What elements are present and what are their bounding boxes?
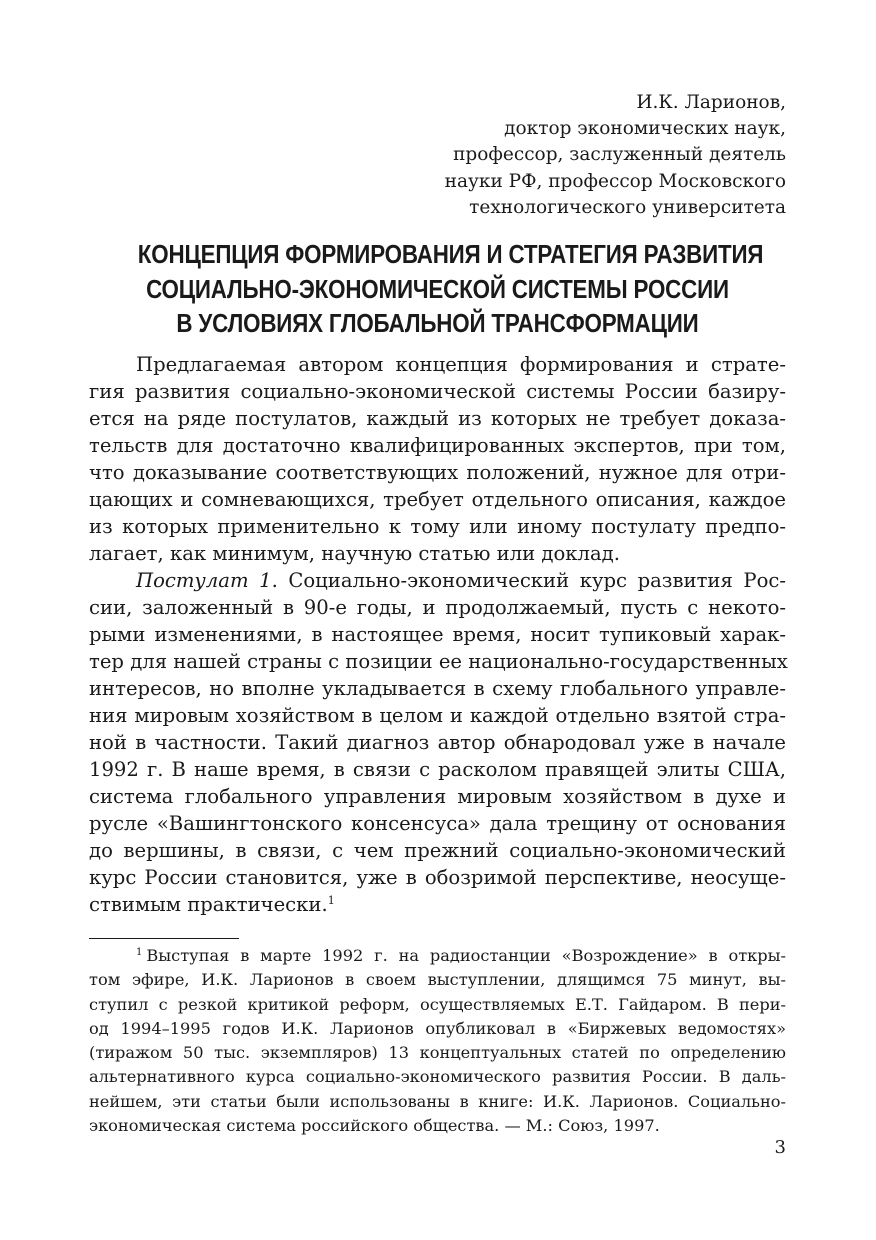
paragraph-2 [89, 567, 786, 918]
title-line: СОЦИАЛЬНО-ЭКОНОМИЧЕСКОЙ СИСТЕМЫ РОССИИ [146, 273, 729, 304]
footnote-line: (тиражом 50 тыс. экземпляров) 13 концептуальных статей по определению [89, 1043, 786, 1063]
author-degree: доктор экономических наук, [504, 118, 786, 140]
text-line: из которых применительно к тому или иному постулату предпо- [89, 515, 786, 538]
text-line: сии, заложенный в 90-е годы, и продолжаемый, пусть с некото- [89, 596, 786, 619]
text-line: Предлагаемая автором концепция формирования и страте- [136, 353, 786, 376]
text-line: курс России становится, уже в обозримой перспективе, неосуще- [89, 866, 786, 889]
text-line: русле «Вашингтонского консенсуса» дала трещину от основания [89, 812, 786, 835]
text-line: 1992 г. В наше время, в связи с расколом правящей элиты США, [89, 758, 786, 781]
article-title [137, 237, 764, 341]
text-line: что доказывание соответствующих положений, нужное для отри- [89, 461, 786, 484]
footnote-line: ступил с резкой критикой реформ, осуществляемых Е.Т. Гайдаром. В пери- [89, 994, 786, 1014]
footnote-marker: 1 [136, 947, 143, 958]
text-line: цающих и сомневающихся, требует отдельного описания, каждое [89, 488, 786, 511]
author-block [89, 90, 786, 221]
text-fragment: ствимым практически. [89, 893, 328, 916]
text-line: ния мировым хозяйством в целом и каждой отдельно взятой стра- [89, 704, 786, 727]
text-line: лагает, как минимум, научную статью или доклад. [89, 542, 620, 565]
title-line: В УСЛОВИЯХ ГЛОБАЛЬНОЙ ТРАНСФОРМАЦИИ [176, 308, 699, 338]
author-title-line-1: профессор, заслуженный деятель [453, 144, 786, 166]
article-body [89, 351, 786, 918]
text-line: до вершины, в связи, с чем прежний социально-экономический [89, 839, 786, 862]
footnote-line: альтернативного курса социально-экономического развития России. В даль- [89, 1067, 786, 1087]
footnote-line: том эфире, И.К. Ларионов в своем выступлении, длящимся 75 минут, вы- [89, 970, 786, 990]
text-line: тельств для достаточно квалифицированных экспертов, при том, [89, 434, 786, 457]
text-line: рыми изменениями, в настоящее время, носит тупиковый харак- [89, 623, 786, 646]
footnote-line [89, 944, 786, 968]
footnote-line: нейшем, эти статьи были использованы в книге: И.К. Ларионов. Социально- [89, 1091, 786, 1111]
footnote-reference[interactable]: 1 [327, 894, 335, 907]
text-line: ной в частности. Такий диагноз автор обнародовал уже в начале [89, 731, 786, 754]
text-fragment: Выступая в марте 1992 г. на радиостанции «Возрождение» в откры- [146, 946, 786, 965]
author-title-line-3: технологического университета [469, 196, 786, 218]
footnote-divider [89, 938, 239, 939]
text-line [89, 567, 786, 594]
postulate-label: Постулат 1 [136, 569, 272, 592]
text-line [89, 891, 786, 918]
text-fragment: . Социально-экономический курс развития Рос- [271, 569, 786, 592]
text-line: интересов, но вполне укладывается в схему глобального управле- [89, 677, 786, 700]
text-line: система глобального управления мировым хозяйством в духе и [89, 785, 786, 808]
author-title-line-2: науки РФ, профессор Московского [444, 170, 786, 192]
author-name: И.К. Ларионов, [636, 92, 786, 113]
paragraph-1 [89, 351, 786, 567]
footnote [89, 944, 786, 1138]
page-number: 3 [774, 1137, 786, 1158]
text-line: ется на ряде постулатов, каждый из которых не требует доказа- [89, 407, 786, 430]
title-line: КОНЦЕПЦИЯ ФОРМИРОВАНИЯ И СТРАТЕГИЯ РАЗВИТИЯ [137, 239, 764, 269]
footnote-line: од 1994–1995 годов И.К. Ларионов опубликовал в «Биржевых ведомостях» [89, 1018, 786, 1038]
text-line: тер для нашей страны с позиции ее национально-государственных [89, 650, 788, 673]
footnote-line: экономическая система российского общества. — М.: Союз, 1997. [89, 1116, 660, 1136]
text-line: гия развития социально-экономической системы России базиру- [89, 380, 786, 403]
